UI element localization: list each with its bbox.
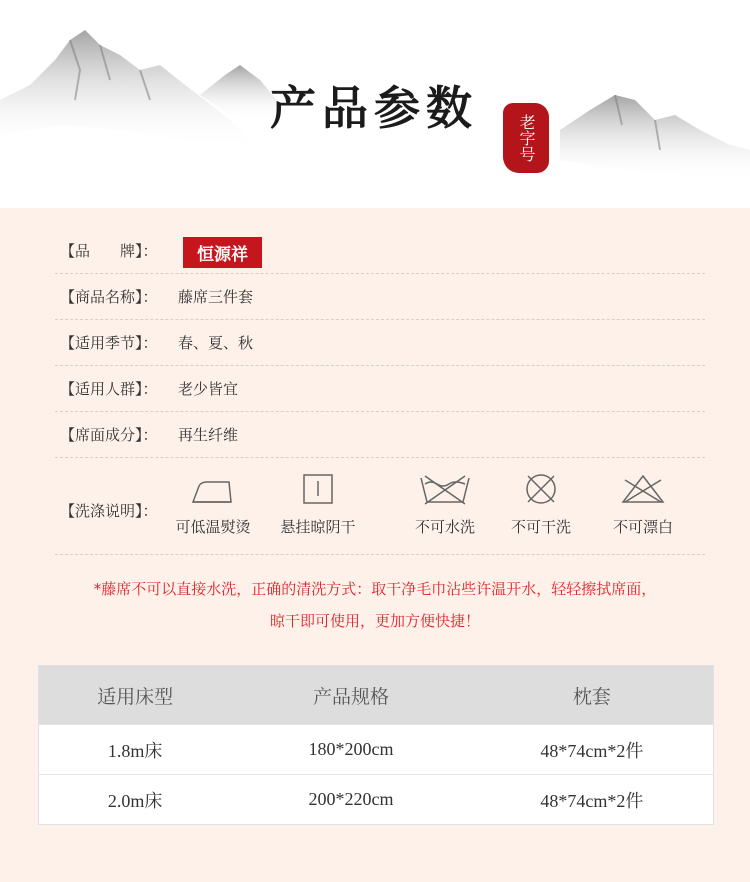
column-header: 枕套 xyxy=(471,666,714,725)
param-label: 【适用人群】： xyxy=(60,380,158,398)
param-label: 【席面成分】： xyxy=(60,426,158,444)
param-label: 【适用季节】： xyxy=(60,334,158,352)
table-row xyxy=(39,725,714,775)
line-dry-shade-icon xyxy=(294,472,342,506)
table-cell: 2.0m床 xyxy=(39,775,232,825)
param-row xyxy=(55,366,705,412)
table-header-row xyxy=(39,666,714,725)
no-bleach-icon xyxy=(619,472,667,506)
no-wash-icon xyxy=(417,472,473,506)
wash-instructions xyxy=(55,458,705,555)
param-row xyxy=(55,274,705,320)
wash-caption: 不可水洗 xyxy=(414,518,475,536)
param-label: 【品 牌】： xyxy=(60,242,158,260)
table-cell: 48*74cm*2件 xyxy=(471,725,714,775)
header-banner xyxy=(0,0,750,208)
table-cell: 180*200cm xyxy=(231,725,470,775)
param-value: 春、夏、秋 xyxy=(178,334,254,352)
wash-caption: 不可漂白 xyxy=(612,518,673,536)
param-label: 【商品名称】： xyxy=(60,288,158,306)
product-params xyxy=(55,228,705,555)
column-header: 适用床型 xyxy=(39,666,232,725)
param-label: 【洗涤说明】： xyxy=(60,502,158,520)
wash-item xyxy=(593,472,693,537)
param-value: 藤席三件套 xyxy=(178,288,254,306)
param-row xyxy=(55,412,705,458)
param-value: 老少皆宜 xyxy=(178,380,239,398)
notice-line: 晾干即可使用，更加方便快捷！ xyxy=(269,612,480,630)
table-cell: 200*220cm xyxy=(231,775,470,825)
table-row xyxy=(39,775,714,825)
wash-item xyxy=(163,472,263,537)
column-header: 产品规格 xyxy=(231,666,470,725)
seal-stamp: 老字号 xyxy=(503,103,549,173)
param-row-brand xyxy=(55,228,705,274)
wash-item xyxy=(395,472,495,537)
brand-badge: 恒源祥 xyxy=(183,237,262,268)
wash-item xyxy=(491,472,591,537)
table-cell: 1.8m床 xyxy=(39,725,232,775)
param-row xyxy=(55,320,705,366)
wash-caption: 可低温熨烫 xyxy=(175,518,251,536)
care-notice xyxy=(20,573,730,637)
table-cell: 48*74cm*2件 xyxy=(471,775,714,825)
page-title: 产品参数 xyxy=(270,81,478,135)
wash-item xyxy=(268,472,368,537)
param-value: 再生纤维 xyxy=(178,426,239,444)
wash-caption: 悬挂晾阴干 xyxy=(280,518,356,536)
no-dry-clean-icon xyxy=(521,472,561,506)
iron-low-icon xyxy=(189,472,237,506)
wash-caption: 不可干洗 xyxy=(510,518,571,536)
spec-table xyxy=(38,665,714,825)
notice-line: *藤席不可以直接水洗，正确的清洗方式：取干净毛巾沾些许温开水，轻轻擦拭席面， xyxy=(93,580,657,598)
